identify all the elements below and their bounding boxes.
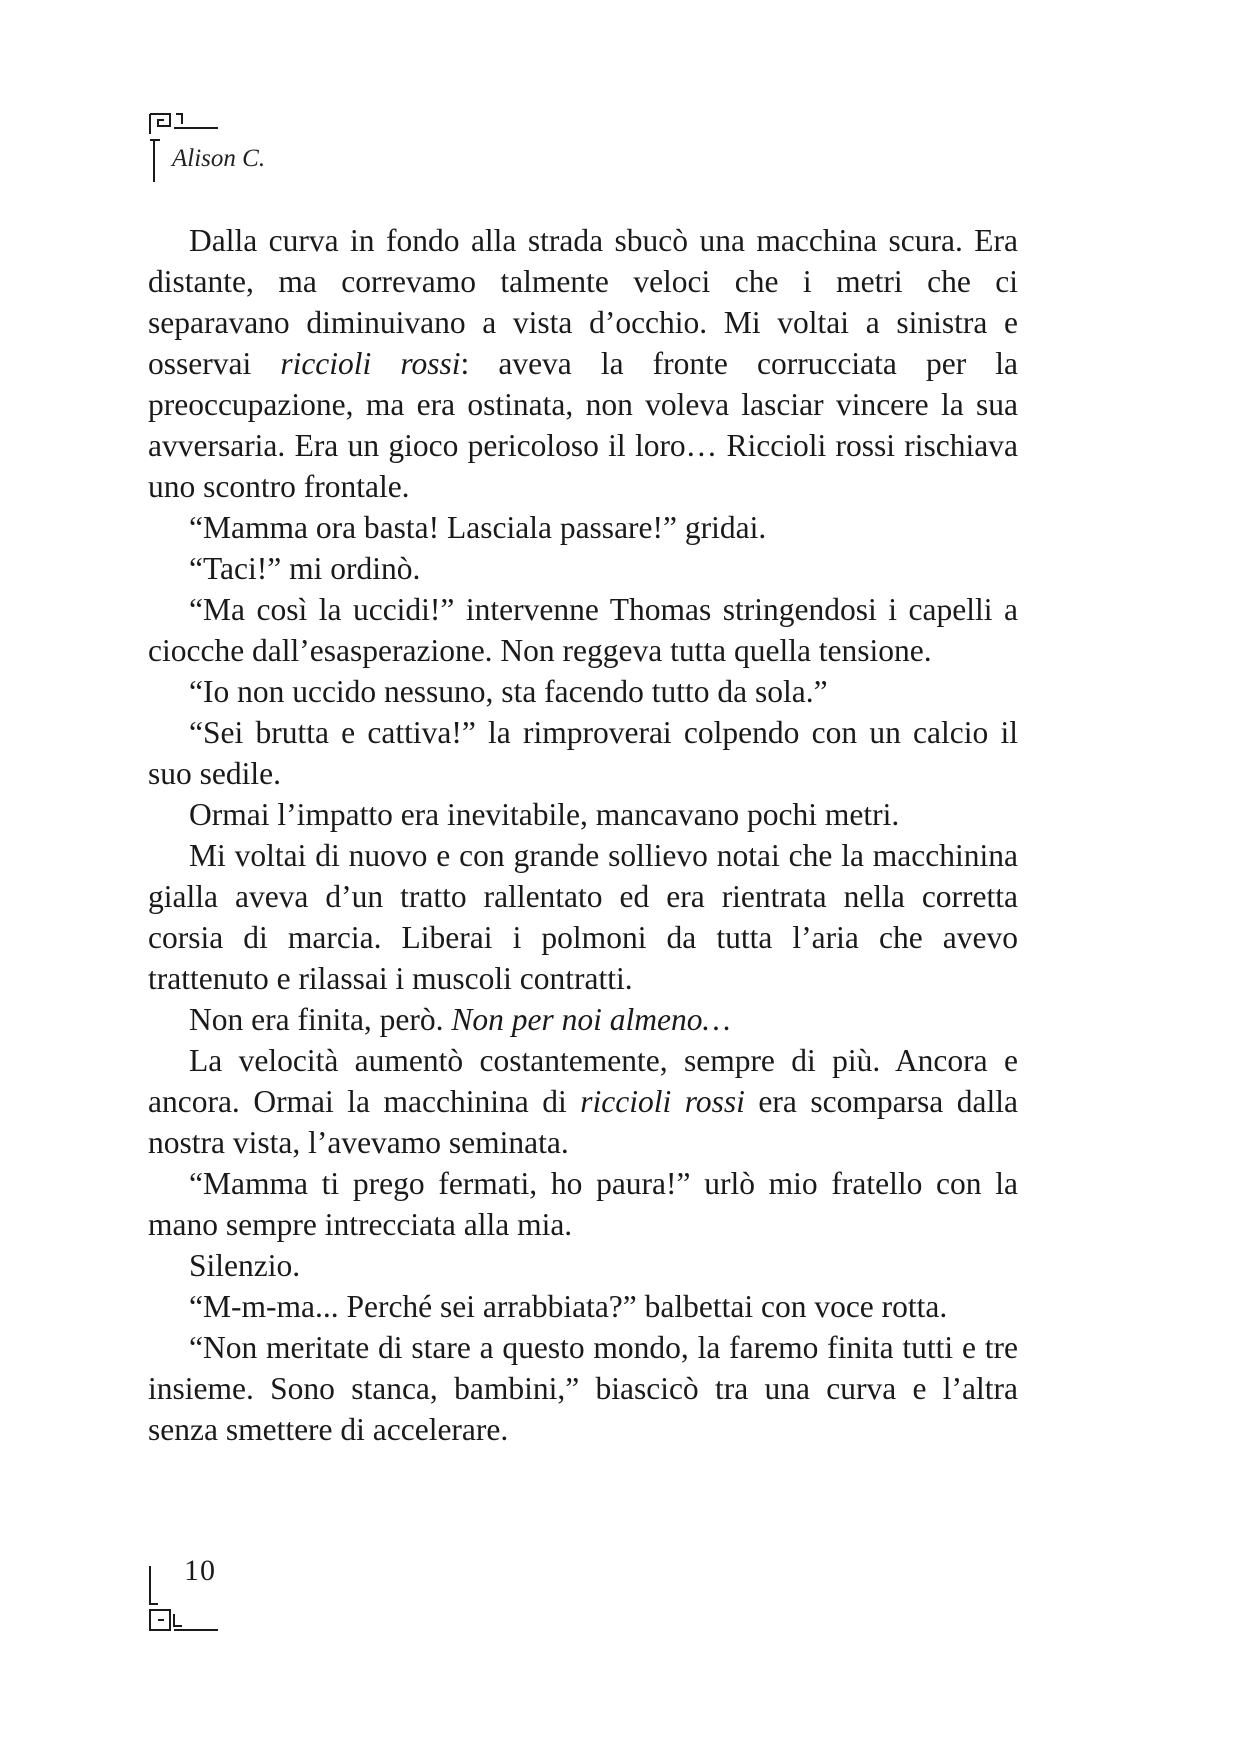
paragraph: La velocità aumentò costantemente, sempre di più. Ancora e ancora. Ormai la macchinina di riccioli rossi era scomparsa dalla nostra vista, l’avevamo seminata. [148,1043,1019,1160]
paragraph: Silenzio. [189,1248,301,1283]
paragraph: Dalla curva in fondo alla strada sbucò una macchina scura. Era distante, ma correvamo talmente veloci che i metri che ci separavano diminuivano a vista d’occhio. Mi voltai a sinistra e osservai riccioli rossi: aveva la fronte corrucciata per la preoccupazione, ma era ostinata, non voleva lasciar vincere la sua avversaria. Era un gioco pericoloso il loro… Riccioli rossi rischiava uno scontro frontale. [148,223,1018,504]
paragraph: “Non meritate di stare a questo mondo, la faremo finita tutti e tre insieme. Sono stanca, bambini,” biascicò tra una curva e l’altra senza smettere di accelerare. [148,1330,1018,1447]
paragraph: “M-m-ma... Perché sei arrabbiata?” balbettai con voce rotta. [189,1289,948,1324]
corner-ornament-bottom-icon [148,1564,220,1632]
paragraph: “Mamma ora basta! Lasciala passare!” gridai. [189,510,767,545]
paragraph: Mi voltai di nuovo e con grande sollievo notai che la macchinina gialla aveva d’un tratto rallentato ed era rientrata nella corretta corsia di marcia. Liberai i polmoni da tutta l’aria che avevo trattenuto e rilassai i muscoli contratti. [148,838,1018,996]
page-number: 10 [184,1554,216,1587]
paragraph: “Ma così la uccidi!” intervenne Thomas stringendosi i capelli a ciocche dall’esasperazione. Non reggeva tutta quella tensione. [148,592,1018,668]
paragraph: “Taci!” mi ordinò. [189,551,421,586]
paragraph: “Sei brutta e cattiva!” la rimproverai colpendo con un calcio il suo sedile. [148,715,1018,791]
body-text [148,220,1018,1450]
paragraph: Ormai l’impatto era inevitabile, mancavano pochi metri. [189,797,900,832]
paragraph: “Mamma ti prego fermati, ho paura!” urlò mio fratello con la mano sempre intrecciata alla mia. [148,1166,1018,1242]
paragraph: “Io non uccido nessuno, sta facendo tutto da sola.” [189,674,828,709]
paragraph: Non era finita, però. Non per noi almeno… [189,1002,731,1037]
running-head: Alison C. [172,145,266,172]
